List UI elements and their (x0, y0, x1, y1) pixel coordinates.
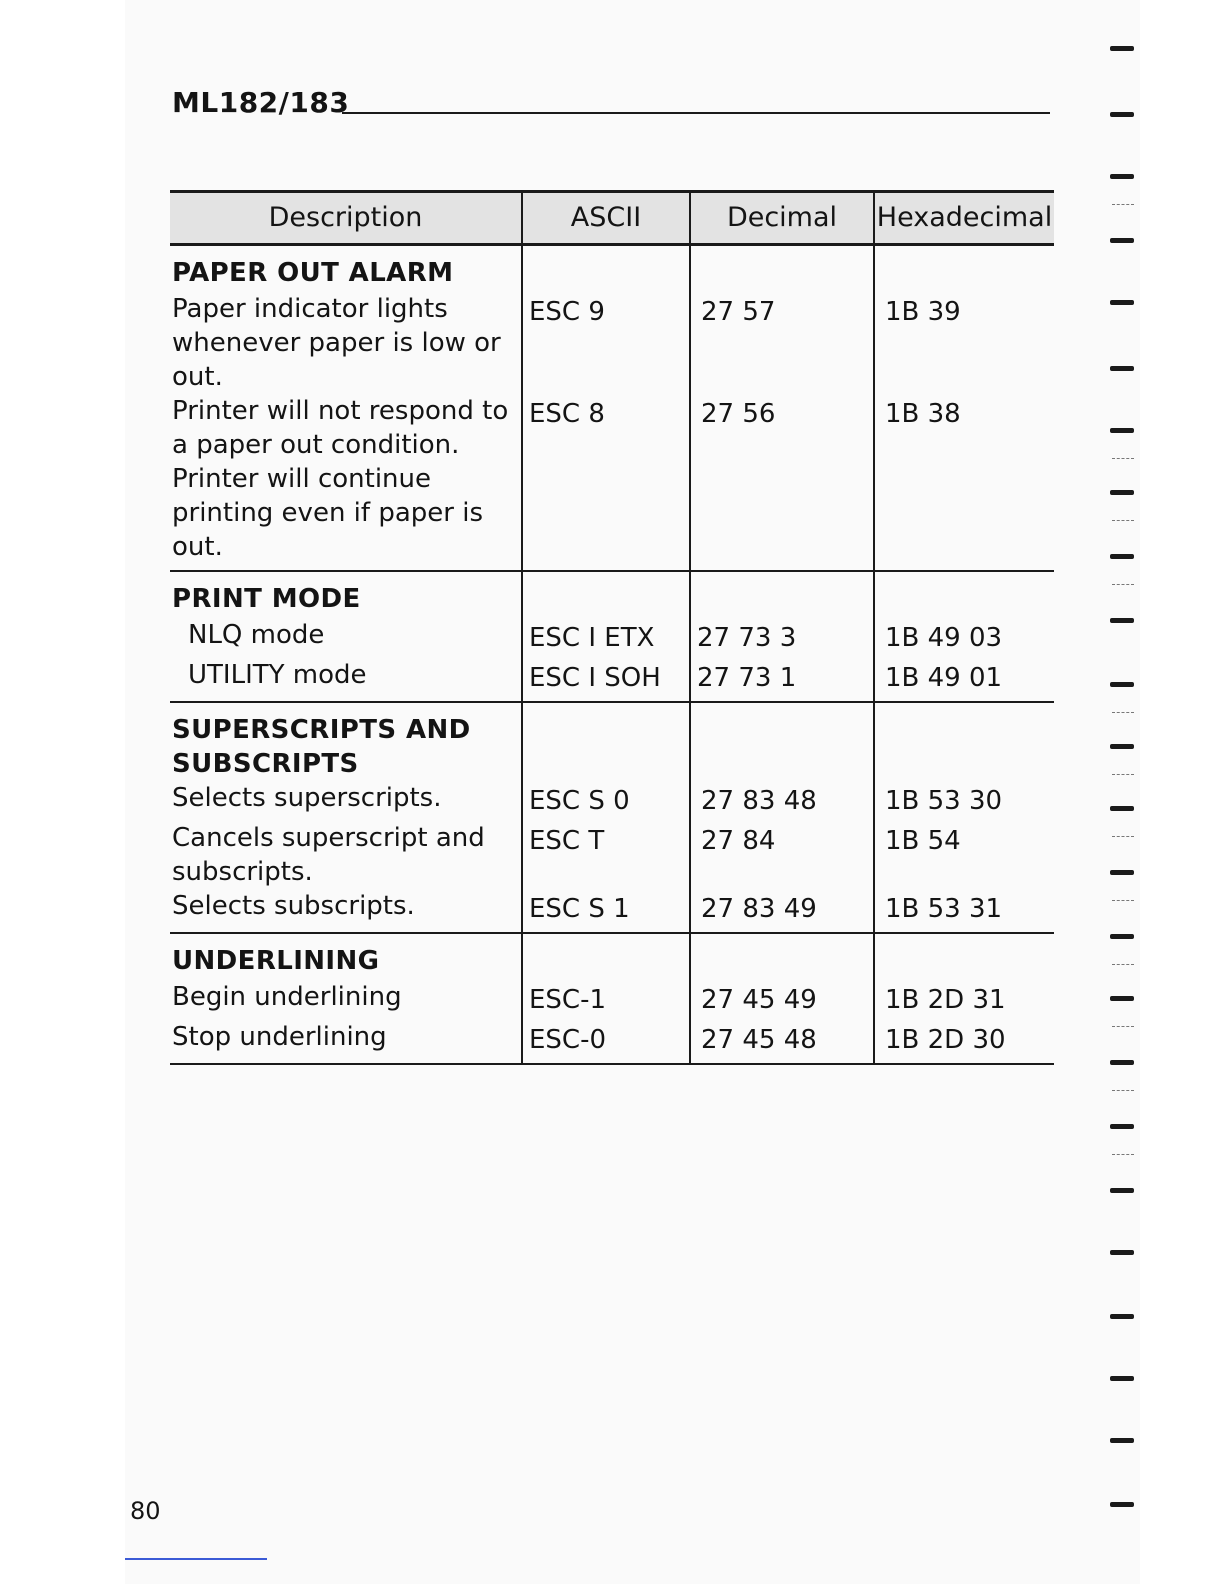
section-title: PAPER OUT ALARM (172, 258, 454, 288)
binding-tick (1110, 490, 1134, 495)
row-hex: 1B 2D 31 (874, 980, 1054, 1020)
row-ascii: ESC I ETX (522, 618, 690, 658)
binding-tick (1110, 1124, 1134, 1129)
row-decimal: 27 83 49 (690, 889, 874, 933)
footer-rule (125, 1558, 267, 1560)
column-header-description: Description (170, 192, 522, 245)
row-hex: 1B 54 (874, 821, 1054, 889)
binding-tick (1110, 366, 1134, 371)
table-row (170, 781, 1054, 821)
binding-dots (1112, 1026, 1134, 1027)
row-ascii: ESC S 0 (522, 781, 690, 821)
binding-dots (1112, 1154, 1134, 1155)
binding-dots (1112, 900, 1134, 901)
binding-tick (1110, 870, 1134, 875)
row-description: Selects subscripts. (170, 889, 522, 933)
row-description: Selects superscripts. (172, 783, 442, 813)
section-title: SUPERSCRIPTS AND SUBSCRIPTS (172, 715, 471, 779)
binding-tick (1110, 112, 1134, 117)
row-decimal: 27 84 (690, 821, 874, 889)
row-ascii: ESC 8 (522, 394, 690, 571)
binding-dots (1112, 712, 1134, 713)
table-header-row (170, 192, 1054, 245)
row-hex: 1B 38 (874, 394, 1054, 571)
binding-dots (1112, 584, 1134, 585)
row-ascii: ESC-0 (522, 1020, 690, 1064)
binding-dots (1112, 1090, 1134, 1091)
binding-tick (1110, 1188, 1134, 1193)
binding-tick (1110, 300, 1134, 305)
binding-tick (1110, 996, 1134, 1001)
binding-tick (1110, 1438, 1134, 1443)
page-header-title: ML182/183 (172, 86, 350, 119)
binding-tick (1110, 428, 1134, 433)
table-row (170, 1020, 1054, 1064)
row-hex: 1B 2D 30 (874, 1020, 1054, 1064)
table-row (170, 618, 1054, 658)
column-header-hexadecimal: Hexadecimal (874, 192, 1054, 245)
page-number: 80 (130, 1497, 161, 1525)
row-description: Paper indicator lights whenever paper is low or out. (172, 294, 501, 392)
binding-tick (1110, 174, 1134, 179)
row-ascii: ESC-1 (522, 980, 690, 1020)
row-hex: 1B 39 (874, 292, 1054, 394)
row-ascii: ESC 9 (522, 292, 690, 394)
binding-dots (1112, 204, 1134, 205)
header-rule (342, 112, 1050, 114)
binding-tick (1110, 1376, 1134, 1381)
binding-dots (1112, 964, 1134, 965)
binding-tick (1110, 934, 1134, 939)
binding-tick (1110, 554, 1134, 559)
binding-tick (1110, 618, 1134, 623)
row-hex: 1B 53 30 (874, 781, 1054, 821)
column-header-decimal: Decimal (690, 192, 874, 245)
command-table (170, 190, 1054, 1065)
binding-tick (1110, 744, 1134, 749)
column-header-ascii: ASCII (522, 192, 690, 245)
binding-dots (1112, 836, 1134, 837)
table-row (170, 980, 1054, 1020)
section-title-row (170, 245, 1054, 293)
section-title: PRINT MODE (172, 584, 361, 614)
binding-dots (1112, 458, 1134, 459)
binding-tick (1110, 1314, 1134, 1319)
row-decimal: 27 73 1 (690, 658, 874, 702)
binding-tick (1110, 1502, 1134, 1507)
row-ascii: ESC T (522, 821, 690, 889)
table-row (170, 658, 1054, 702)
binding-tick (1110, 46, 1134, 51)
row-decimal: 27 57 (690, 292, 874, 394)
row-description: UTILITY mode (170, 658, 522, 702)
table-row (170, 821, 1054, 889)
row-hex: 1B 53 31 (874, 889, 1054, 933)
row-decimal: 27 73 3 (690, 618, 874, 658)
row-decimal: 27 45 48 (690, 1020, 874, 1064)
binding-dots (1112, 774, 1134, 775)
row-hex: 1B 49 03 (874, 618, 1054, 658)
binding-tick (1110, 238, 1134, 243)
section-title-row (170, 933, 1054, 980)
row-ascii: ESC I SOH (522, 658, 690, 702)
table-row (170, 394, 1054, 571)
row-hex: 1B 49 01 (874, 658, 1054, 702)
binding-tick (1110, 1060, 1134, 1065)
binding-margin (1140, 0, 1224, 1584)
table-row (170, 292, 1054, 394)
binding-tick (1110, 1250, 1134, 1255)
binding-tick (1110, 806, 1134, 811)
row-description: NLQ mode (188, 620, 325, 650)
row-description: Printer will not respond to a paper out condition. Printer will continue printing even if paper is out. (170, 394, 522, 571)
row-decimal: 27 56 (690, 394, 874, 571)
binding-tick (1110, 682, 1134, 687)
section-title: UNDERLINING (172, 946, 380, 976)
row-description: Cancels superscript and subscripts. (172, 823, 485, 887)
row-description: Stop underlining (170, 1020, 522, 1064)
row-decimal: 27 83 48 (690, 781, 874, 821)
table-row (170, 889, 1054, 933)
row-ascii: ESC S 1 (522, 889, 690, 933)
row-decimal: 27 45 49 (690, 980, 874, 1020)
row-description: Begin underlining (172, 982, 402, 1012)
binding-dots (1112, 520, 1134, 521)
section-title-row (170, 571, 1054, 618)
section-title-row (170, 702, 1054, 781)
